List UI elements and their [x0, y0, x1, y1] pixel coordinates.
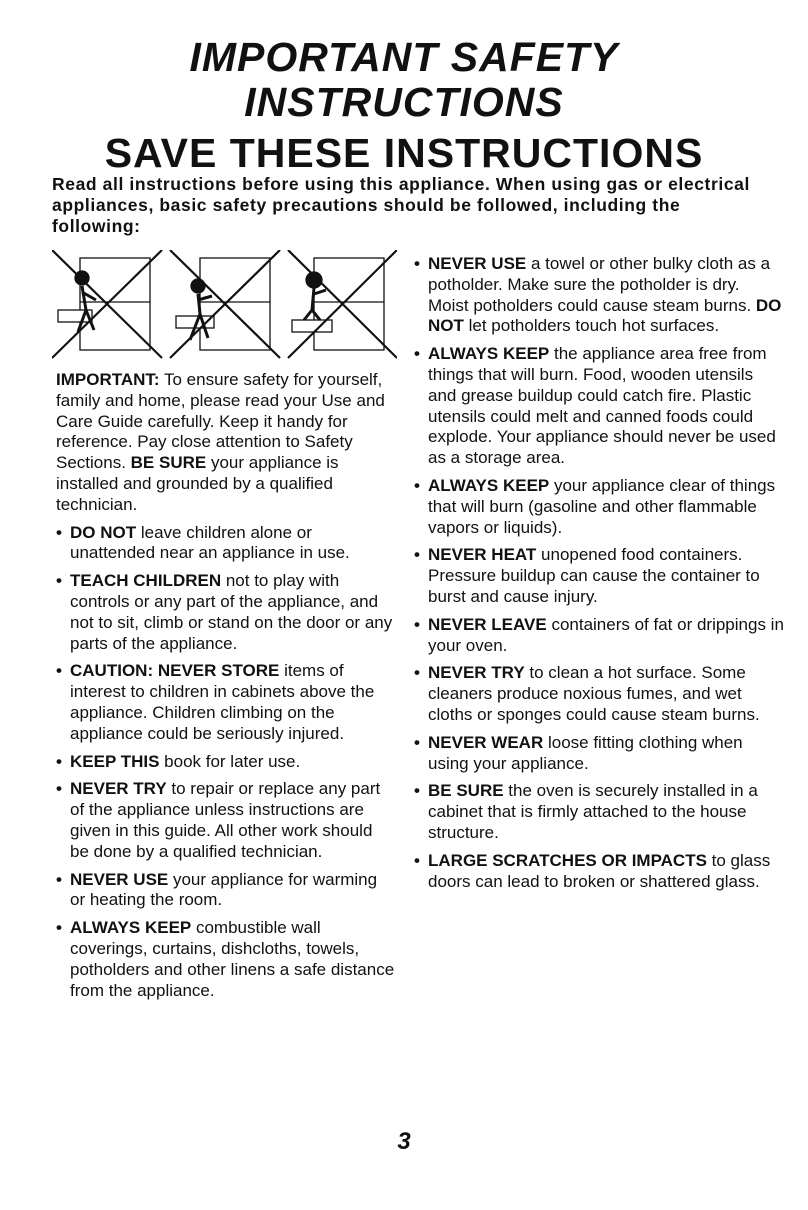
item-keyword: NEVER TRY [428, 663, 525, 683]
safety-item [414, 254, 784, 337]
bullet: • [414, 732, 420, 752]
bullet: • [414, 344, 420, 364]
safety-item [56, 523, 396, 565]
item-keyword: ALWAYS KEEP [70, 918, 192, 938]
no-sitting-on-door-icon [170, 250, 280, 358]
item-text: loose fitting clothing when using your appliance. [428, 732, 743, 773]
bullet: • [414, 545, 420, 565]
item-keyword: TEACH CHILDREN [70, 571, 222, 591]
important-paragraph [56, 370, 396, 516]
bullet: • [56, 571, 62, 591]
item-text: to glass doors can lead to broken or shattered glass. [428, 850, 771, 891]
safety-item [414, 781, 784, 843]
bullet: • [56, 869, 62, 889]
save-instructions-heading: SAVE THESE INSTRUCTIONS [104, 130, 704, 176]
bullet: • [56, 522, 62, 542]
safety-item [414, 344, 784, 469]
safety-illustration [52, 250, 397, 360]
bullet: • [56, 779, 62, 799]
item-keyword: LARGE SCRATCHES OR IMPACTS [428, 850, 707, 870]
important-text-a: To ensure safety for yourself, family and home, please read your Use and Care Guide carefully. Keep it handy for reference. Pay close attention to Safety Sections. [56, 370, 385, 473]
safety-item [414, 663, 784, 725]
safety-item [56, 661, 396, 744]
item-text: the oven is securely installed in a cabinet that is firmly attached to the house structure. [428, 781, 758, 842]
bullet: • [56, 751, 62, 771]
item-text: containers of fat or drippings in your oven. [428, 614, 784, 655]
item-text: not to play with controls or any part of the appliance, and not to sit, climb or stand on the door or any parts of the appliance. [70, 571, 393, 653]
item-text: combustible wall coverings, curtains, dishcloths, towels, potholders and other linens a safe distance from the appliance. [70, 918, 395, 1000]
item-keyword: NEVER HEAT [428, 545, 537, 565]
title-line-1: IMPORTANT SAFETY [189, 34, 619, 80]
item-text: items of interest to children in cabinets above the appliance. Children climbing on the appliance could be seriously injured. [70, 661, 375, 743]
item-text: your appliance for warming or heating the room. [70, 869, 378, 910]
be-sure-label: BE SURE [130, 453, 207, 473]
item-keyword: NEVER USE [70, 869, 169, 889]
item-keyword: ALWAYS KEEP [428, 344, 550, 364]
item-text: the appliance area free from things that will burn. Food, wooden utensils and grease buildup could catch fire. Plastic utensils could melt and canned foods could explode. Your appliance should never be used as a storage area. [428, 344, 776, 468]
intro-paragraph: Read all instructions before using this appliance. When using gas or electrical appliances, basic safety precautions should be followed, including the following: [52, 174, 750, 236]
item-text-2: let potholders touch hot surfaces. [463, 316, 720, 336]
right-column [414, 254, 784, 899]
item-keyword: NEVER USE [428, 254, 527, 273]
left-column [56, 370, 396, 1008]
important-label: IMPORTANT: [56, 370, 160, 389]
item-text: to clean a hot surface. Some cleaners produce noxious fumes, and wet cloths or sponges could cause steam burns. [428, 663, 760, 724]
item-text: unopened food containers. Pressure buildup can cause the container to burst and cause injury. [428, 545, 760, 606]
bullet: • [414, 663, 420, 683]
safety-item [414, 615, 784, 657]
bullet: • [414, 614, 420, 634]
item-keyword: BE SURE [428, 781, 504, 801]
item-keyword-2: DO NOT [428, 295, 782, 336]
bullet: • [414, 850, 420, 870]
safety-item [56, 752, 396, 773]
title-line-2: INSTRUCTIONS [244, 79, 564, 125]
safety-item [414, 545, 784, 607]
safety-item [56, 779, 396, 862]
item-text: a towel or other bulky cloth as a potholder. Make sure the potholder is dry. Moist potholders could cause steam burns. [428, 254, 771, 315]
item-text: book for later use. [159, 751, 301, 771]
no-standing-on-door-icon [288, 250, 397, 358]
safety-item [414, 476, 784, 538]
item-keyword: KEEP THIS [70, 751, 160, 771]
bullet: • [56, 661, 62, 681]
item-keyword: NEVER TRY [70, 779, 167, 799]
safety-item [56, 918, 396, 1001]
no-climbing-on-door-icon [52, 250, 162, 358]
item-text: leave children alone or unattended near an appliance in use. [70, 522, 350, 563]
item-keyword: NEVER LEAVE [428, 614, 547, 634]
page-number: 3 [397, 1128, 411, 1155]
safety-item [414, 851, 784, 893]
safety-item [56, 571, 396, 654]
item-text: to repair or replace any part of the appliance unless instructions are given in this guide. All other work should be done by a qualified technician. [70, 779, 381, 861]
important-text-b: your appliance is installed and grounded by a qualified technician. [56, 453, 339, 514]
item-text: your appliance clear of things that will burn (gasoline and other flammable vapors or liquids). [428, 475, 776, 537]
bullet: • [414, 475, 420, 495]
safety-item [414, 733, 784, 775]
safety-item [56, 870, 396, 912]
item-keyword: NEVER WEAR [428, 732, 544, 752]
item-keyword: ALWAYS KEEP [428, 475, 550, 495]
item-keyword: CAUTION: NEVER STORE [70, 661, 280, 681]
bullet: • [414, 254, 420, 273]
item-keyword: DO NOT [70, 522, 137, 542]
bullet: • [414, 781, 420, 801]
bullet: • [56, 918, 62, 938]
